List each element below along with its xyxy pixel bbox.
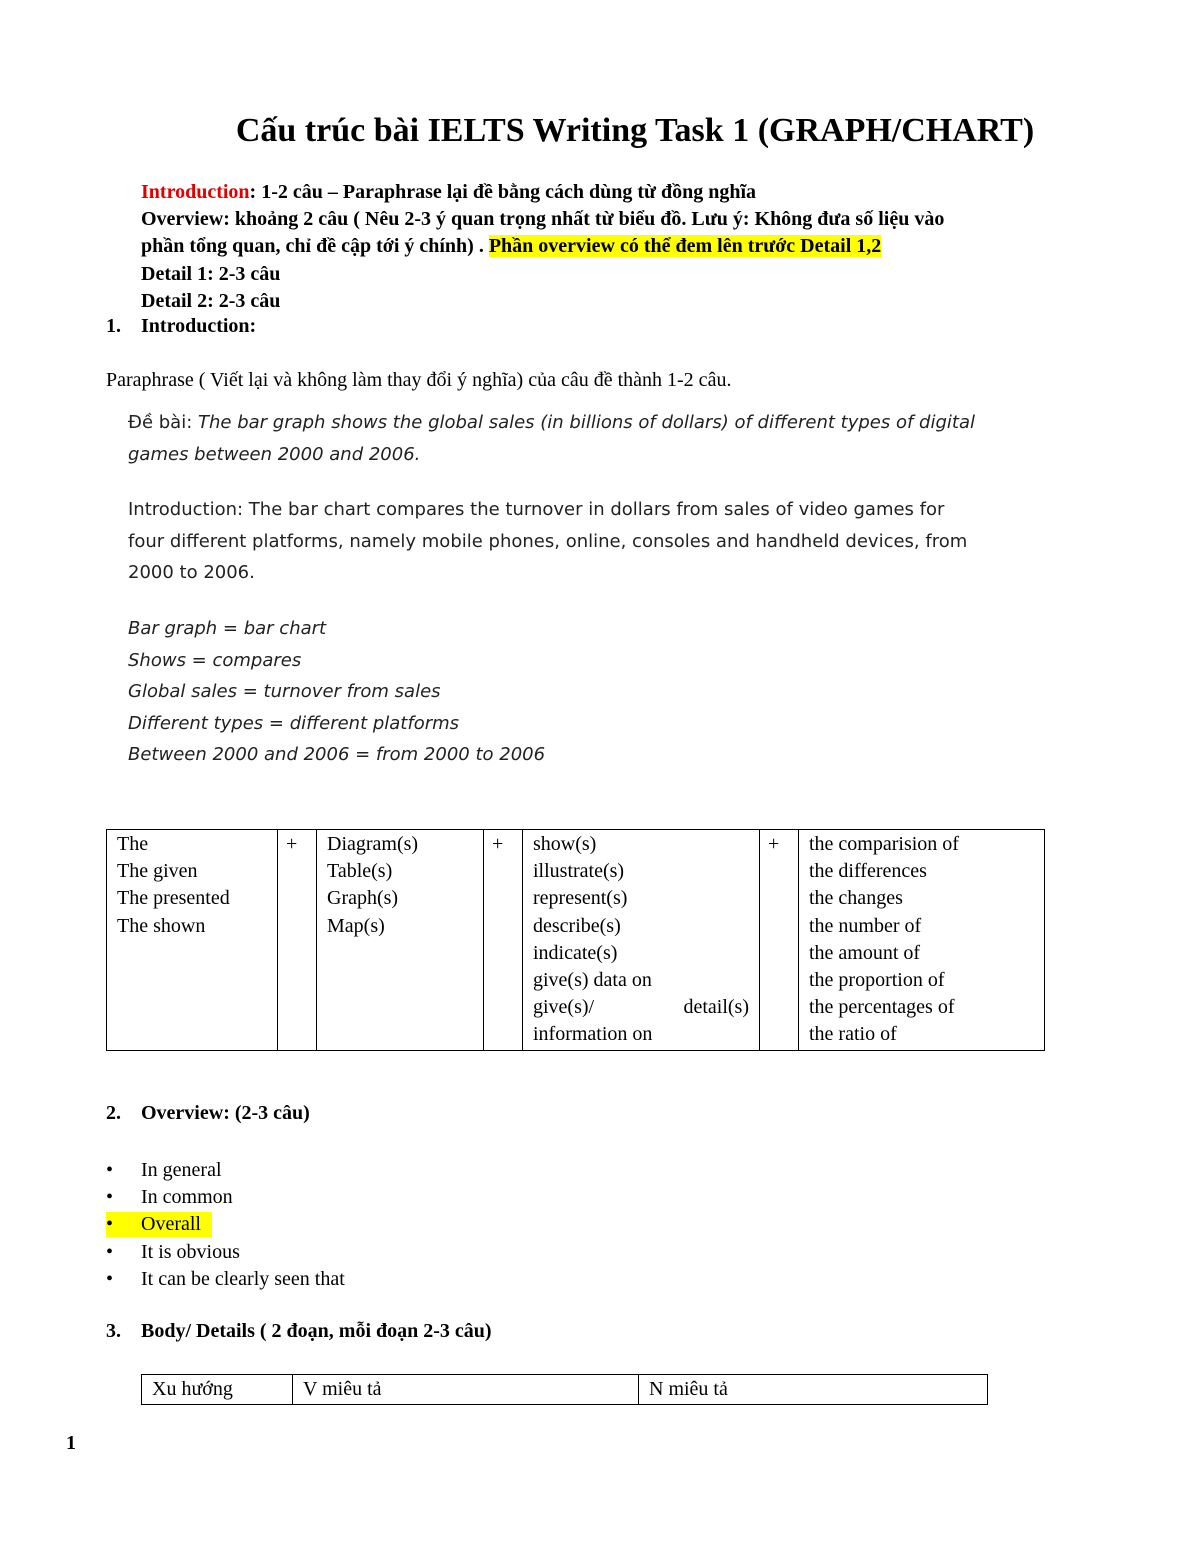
- example-task-line-1: [128, 407, 975, 439]
- table-cell-line: indicate(s): [533, 941, 618, 964]
- example-intro-line-2: four different platforms, namely mobile phones, online, consoles and handheld devices, from: [128, 530, 968, 552]
- synonym-item: Bar graph = bar chart: [128, 618, 327, 639]
- table-cell-line: The: [117, 833, 149, 855]
- table-cell-line: Table(s): [327, 860, 393, 883]
- object-column: [799, 830, 1045, 1051]
- table-cell-word: detail(s): [683, 996, 749, 1019]
- section-2-title: Overview: (2-3 câu): [141, 1102, 310, 1124]
- section-1-heading: [106, 315, 256, 338]
- overview-phrases-list: [106, 1157, 506, 1293]
- bullet-icon: •: [106, 1186, 114, 1209]
- overview-line-1: Overview: khoảng 2 câu ( Nêu 2-3 ý quan trọng nhất từ biểu đồ. Lưu ý: Không đưa số liệu vào: [141, 208, 945, 230]
- table-cell-line: The shown: [117, 914, 206, 937]
- table-header-cell: V miêu tả: [293, 1375, 639, 1405]
- synonym-item: Between 2000 and 2006 = from 2000 to 2006: [128, 744, 546, 765]
- paraphrase-instruction: Paraphrase ( Viết lại và không làm thay đổi ý nghĩa) của câu đề thành 1-2 câu.: [106, 369, 732, 391]
- intro-label: Introduction: [141, 181, 250, 203]
- table-cell-line: Map(s): [327, 914, 385, 937]
- overview-highlight: Phần overview có thể đem lên trước Detail 1,2: [488, 235, 882, 257]
- section-1-title: Introduction:: [141, 315, 257, 337]
- table-cell-line: describe(s): [533, 914, 621, 937]
- synonym-list: [128, 613, 545, 771]
- section-3-number: 3.: [106, 1320, 121, 1342]
- table-cell-line: illustrate(s): [533, 860, 625, 883]
- example-task: [128, 407, 975, 470]
- task-label: Đề bài:: [128, 412, 198, 433]
- table-row: [142, 1375, 988, 1405]
- table-cell-line: Graph(s): [327, 887, 399, 910]
- overview-line-2-text: phần tổng quan, chỉ đề cập tới ý chính) .: [141, 235, 489, 257]
- list-item: • In general: [106, 1157, 506, 1184]
- intro-text: : 1-2 câu – Paraphrase lại đề bằng cách dùng từ đồng nghĩa: [249, 181, 757, 203]
- table-cell-line: [533, 994, 749, 1021]
- table-cell-line: show(s): [533, 833, 597, 855]
- structure-table: [106, 829, 1045, 1051]
- list-item: • It can be clearly seen that: [106, 1266, 506, 1293]
- table-cell-line: the number of: [809, 914, 922, 937]
- list-item-highlighted: • Overall: [106, 1211, 506, 1238]
- table-cell-line: information on: [533, 1023, 653, 1046]
- detail-1-line: Detail 1: 2-3 câu: [141, 263, 281, 285]
- details-table: [141, 1374, 988, 1405]
- header-intro-line: [141, 179, 756, 206]
- plus-cell: +: [760, 830, 799, 1051]
- table-row: [107, 830, 1045, 1051]
- subject-column: [107, 830, 278, 1051]
- verb-column: [523, 830, 760, 1051]
- table-cell-line: the changes: [809, 887, 903, 910]
- noun-column: [317, 830, 484, 1051]
- table-cell-word: give(s)/: [533, 996, 595, 1019]
- section-3-heading: [106, 1320, 492, 1343]
- list-item: • In common: [106, 1184, 506, 1211]
- bullet-icon: •: [106, 1213, 114, 1236]
- example-intro-line-1: Introduction: The bar chart compares the turnover in dollars from sales of video games for: [128, 499, 945, 520]
- example-task-line-2: [128, 439, 975, 471]
- synonym-item: Shows = compares: [128, 649, 302, 671]
- synonym-item: Global sales = turnover from sales: [128, 681, 441, 702]
- table-cell-line: the percentages of: [809, 996, 955, 1019]
- synonym-item: Different types = different platforms: [128, 712, 460, 734]
- list-item: • It is obvious: [106, 1239, 506, 1266]
- example-introduction: [128, 494, 967, 589]
- plus-cell: +: [278, 830, 317, 1051]
- table-cell-line: give(s) data on: [533, 969, 652, 992]
- overview-line-2: [141, 233, 881, 260]
- table-cell-line: the proportion of: [809, 969, 945, 992]
- table-cell-line: The presented: [117, 887, 230, 910]
- page-number: 1: [66, 1432, 76, 1454]
- table-cell-line: the differences: [809, 860, 927, 883]
- table-header-cell: N miêu tả: [639, 1375, 988, 1405]
- section-3-title: Body/ Details ( 2 đoạn, mỗi đoạn 2-3 câu): [141, 1320, 492, 1342]
- example-intro-line-3: 2000 to 2006.: [128, 562, 255, 583]
- table-cell-line: The given: [117, 860, 198, 883]
- bullet-icon: •: [106, 1267, 114, 1290]
- detail-2-line: Detail 2: 2-3 câu: [141, 290, 281, 312]
- task-text-2: games between 2000 and 2006.: [128, 443, 421, 465]
- table-cell-line: the comparision of: [809, 833, 959, 855]
- section-2-number: 2.: [106, 1102, 121, 1124]
- bullet-icon: •: [106, 1240, 114, 1263]
- table-cell-line: the ratio of: [809, 1023, 897, 1046]
- section-1-number: 1.: [106, 315, 121, 337]
- plus-cell: +: [484, 830, 523, 1051]
- table-header-cell: Xu hướng: [142, 1375, 293, 1405]
- table-cell-line: represent(s): [533, 887, 628, 910]
- bullet-icon: •: [106, 1159, 114, 1181]
- table-cell-line: the amount of: [809, 941, 921, 964]
- section-2-heading: [106, 1102, 310, 1125]
- task-text-1: The bar graph shows the global sales (in billions of dollars) of different types of digital: [198, 412, 975, 433]
- page-title: Cấu trúc bài IELTS Writing Task 1 (GRAPH/CHART): [235, 112, 1035, 149]
- table-cell-line: Diagram(s): [327, 833, 419, 855]
